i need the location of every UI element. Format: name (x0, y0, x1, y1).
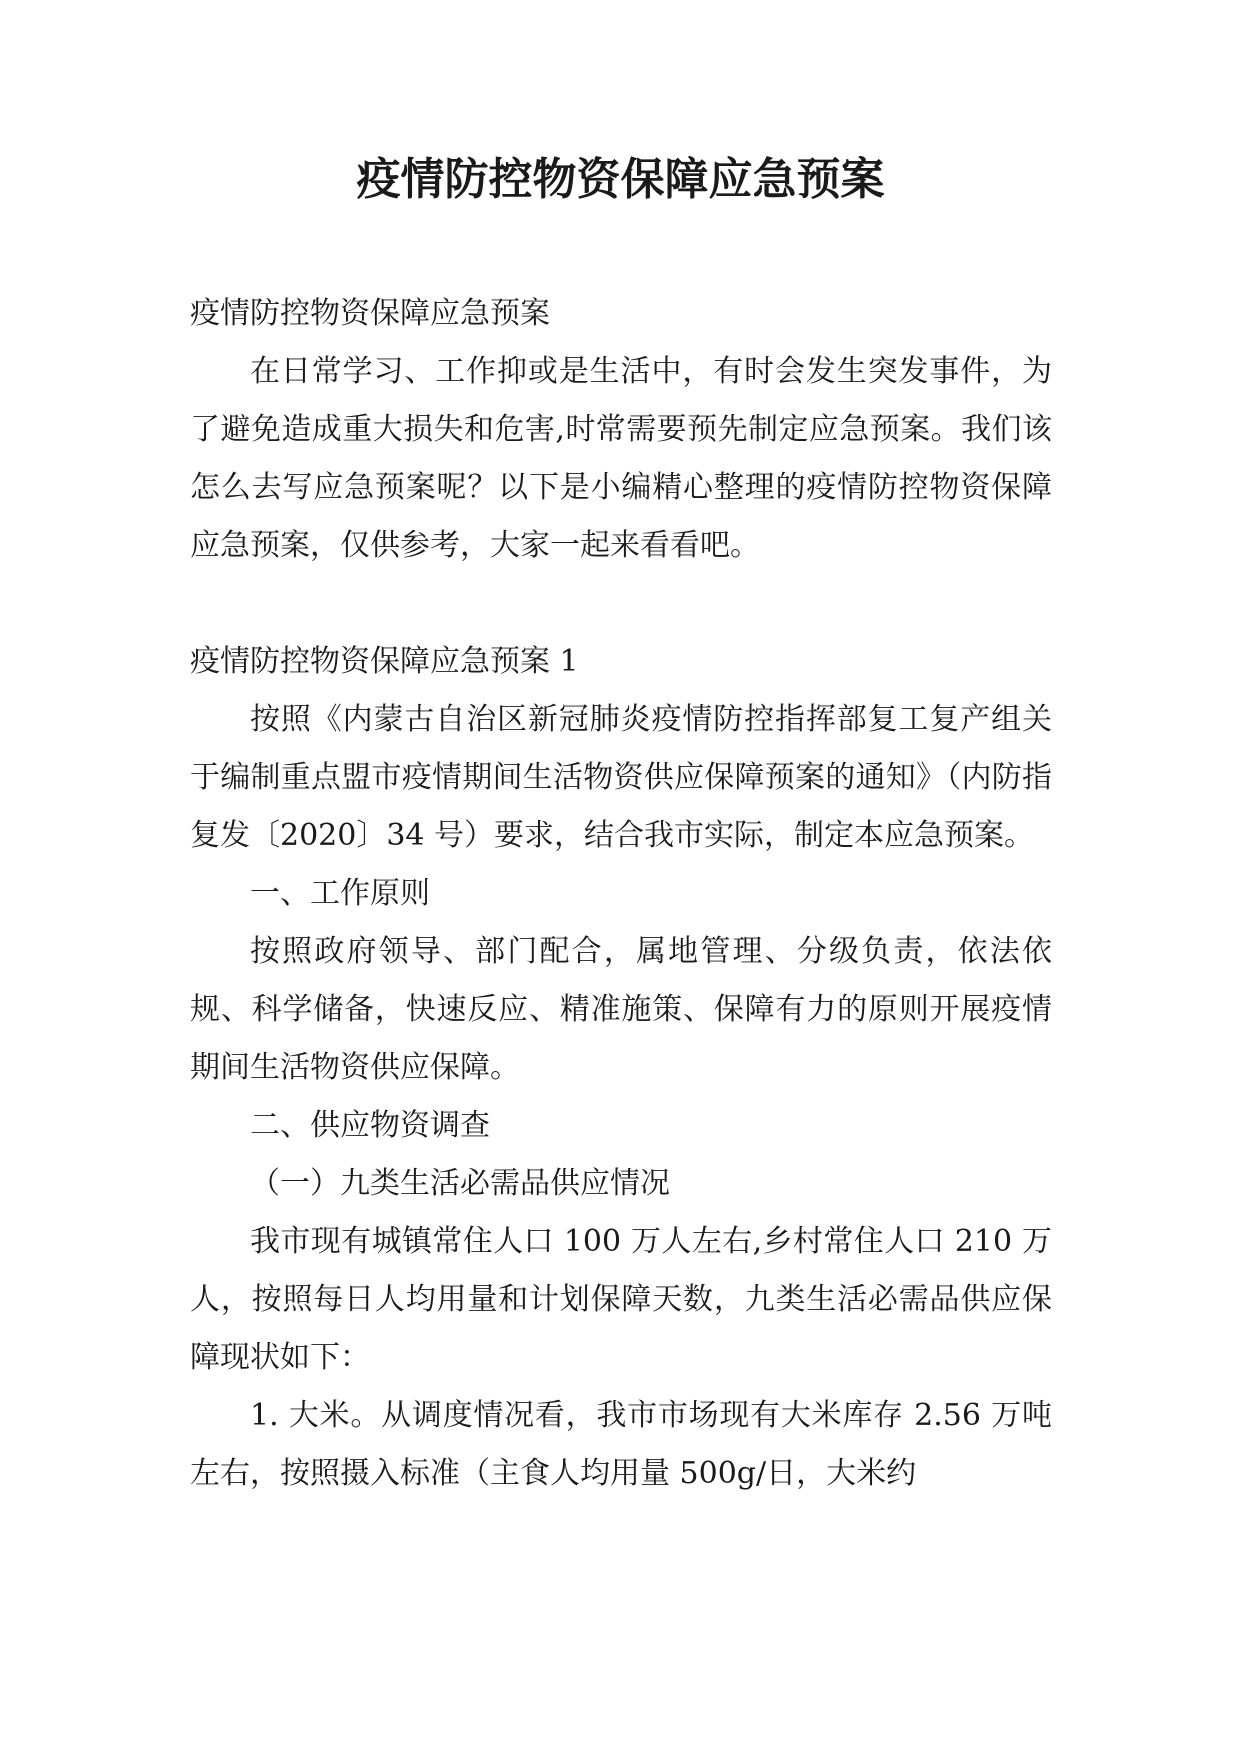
population-paragraph: 我市现有城镇常住人口 100 万人左右,乡村常住人口 210 万人，按照每日人均用量和计划保障天数，九类生活必需品供应保障现状如下： (190, 1224, 1052, 1375)
document-title: 疫情防控物资保障应急预案 (356, 154, 885, 205)
heading-work-principles: 一、工作原则 (250, 876, 430, 911)
intro-paragraph: 在日常学习、工作抑或是生活中，有时会发生突发事件，为了避免造成重大损失和危害,时常需要预先制定应急预案。我们该怎么去写应急预案呢？以下是小编精心整理的疫情防控物资保障应急预案，仅供参考，大家一起来看看吧。 (190, 354, 1052, 563)
subheading-necessities: （一）九类生活必需品供应情况 (250, 1166, 670, 1201)
principles-paragraph: 按照政府领导、部门配合，属地管理、分级负责，依法依规、科学储备，快速反应、精准施策、保障有力的原则开展疫情期间生活物资供应保障。 (190, 934, 1052, 1085)
paragraph-spacer (190, 575, 1052, 633)
rice-paragraph: 1. 大米。从调度情况看，我市市场现有大米库存 2.56 万吨左右，按照摄入标准（主食人均用量 500g/日，大米约 (190, 1398, 1052, 1491)
subtitle-line: 疫情防控物资保障应急预案 (190, 296, 550, 331)
document-body (190, 285, 1052, 1503)
heading-supply-survey: 二、供应物资调查 (250, 1108, 490, 1143)
section-1-paragraph: 按照《内蒙古自治区新冠肺炎疫情防控指挥部复工复产组关于编制重点盟市疫情期间生活物资供应保障预案的通知》（内防指复发〔2020〕34 号）要求，结合我市实际，制定本应急预案。 (190, 702, 1052, 853)
section-heading-1: 疫情防控物资保障应急预案 1 (190, 644, 579, 679)
